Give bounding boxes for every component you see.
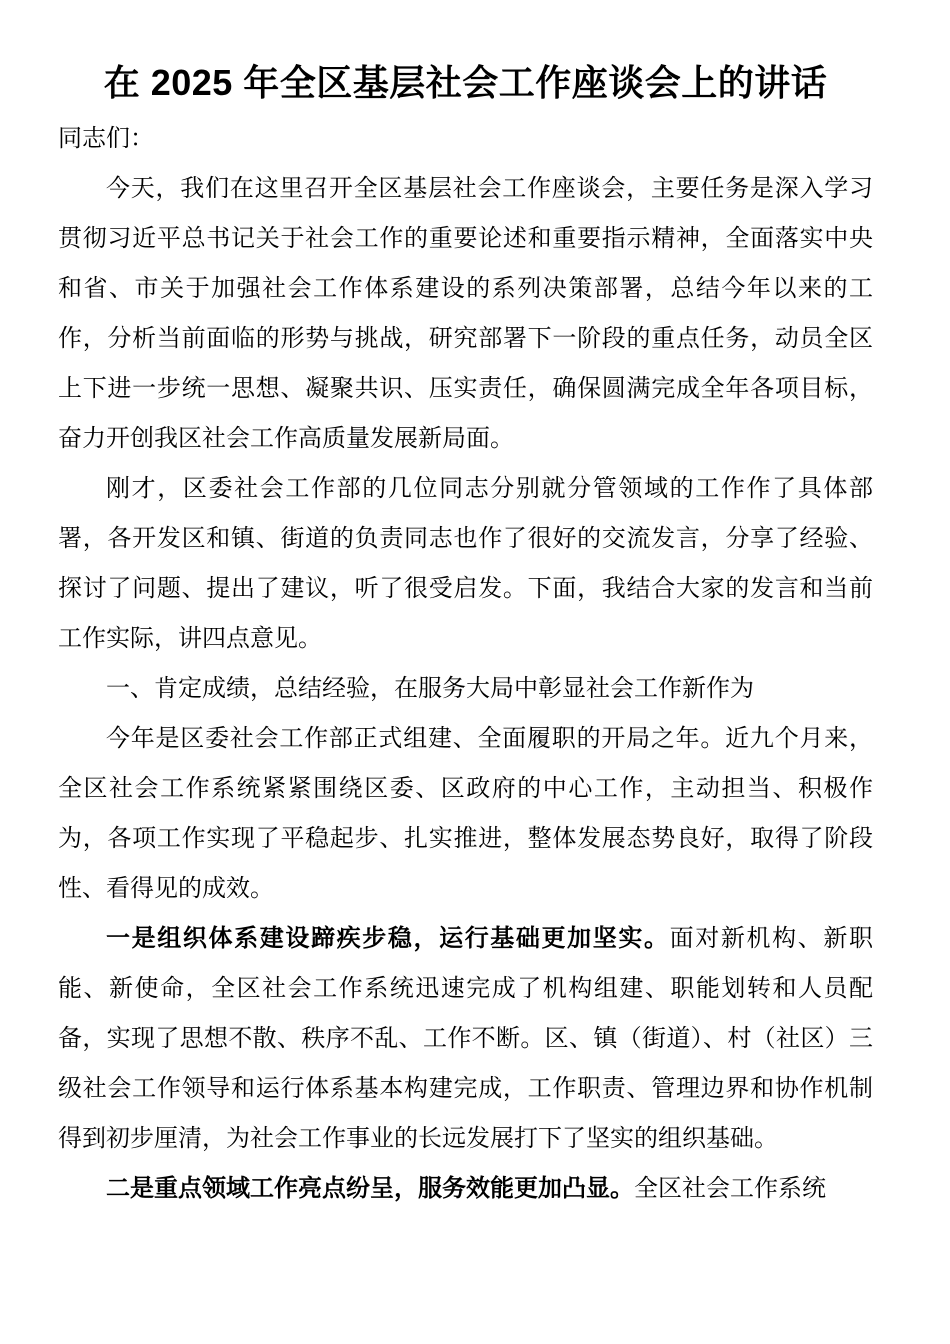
section-heading-1-text: 一、肯定成绩，总结经验，在服务大局中彰显社会工作新作为 (106, 675, 754, 702)
paragraph-point-1-lead: 一是组织体系建设蹄疾步稳，运行基础更加坚实。 (106, 925, 670, 952)
section-heading-1 (58, 664, 873, 714)
paragraph-point-2 (58, 1164, 873, 1214)
paragraph-point-2-lead: 二是重点领域工作亮点纷呈，服务效能更加凸显。 (106, 1175, 634, 1202)
paragraph-point-1 (58, 914, 873, 1164)
paragraph-achievements-text: 今年是区委社会工作部正式组建、全面履职的开局之年。近九个月来，全区社会工作系统紧紧围绕区委、区政府的中心工作，主动担当、积极作为，各项工作实现了平稳起步、扎实推进，整体发展态势良好，取得了阶段性、看得见的成效。 (58, 725, 873, 902)
paragraph-point-2-text: 全区社会工作系统 (634, 1175, 826, 1202)
paragraph-opening-text: 今天，我们在这里召开全区基层社会工作座谈会，主要任务是深入学习贯彻习近平总书记关于社会工作的重要论述和重要指示精神，全面落实中央和省、市关于加强社会工作体系建设的系列决策部署，总结今年以来的工作，分析当前面临的形势与挑战，研究部署下一阶段的重点任务，动员全区上下进一步统一思想、凝聚共识、压实责任，确保圆满完成全年各项目标，奋力开创我区社会工作高质量发展新局面。 (58, 175, 873, 452)
paragraph-achievements (58, 714, 873, 914)
paragraph-point-1-text: 面对新机构、新职能、新使命，全区社会工作系统迅速完成了机构组建、职能划转和人员配备，实现了思想不散、秩序不乱、工作不断。区、镇（街道）、村（社区）三级社会工作领导和运行体系基本构建完成，工作职责、管理边界和协作机制得到初步厘清，为社会工作事业的长远发展打下了坚实的组织基础。 (58, 925, 874, 1152)
paragraph-review-text: 刚才，区委社会工作部的几位同志分别就分管领域的工作作了具体部署，各开发区和镇、街道的负责同志也作了很好的交流发言，分享了经验、探讨了问题、提出了建议，听了很受启发。下面，我结合大家的发言和当前工作实际，讲四点意见。 (58, 475, 873, 652)
paragraph-opening (58, 164, 873, 464)
page-title: 在 2025 年全区基层社会工作座谈会上的讲话 (103, 62, 828, 103)
salutation: 同志们： (58, 125, 154, 152)
paragraph-review (58, 464, 873, 664)
document-body (58, 114, 873, 1214)
